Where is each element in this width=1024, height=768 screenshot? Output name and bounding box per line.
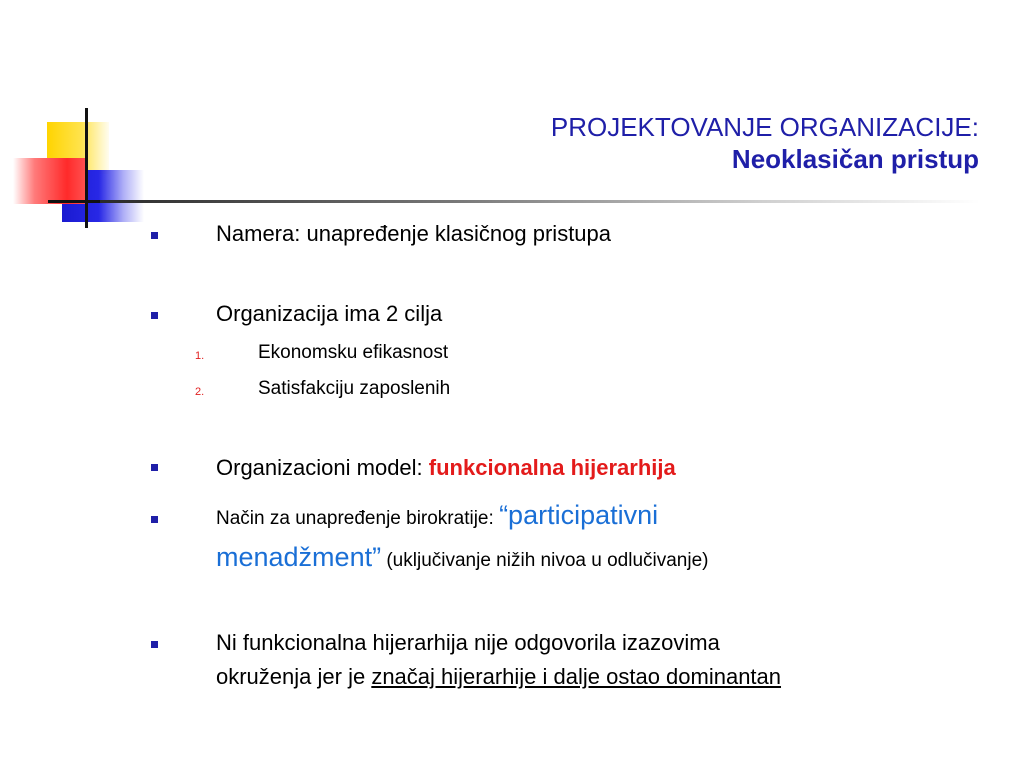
method-highlight: “participativni [499, 500, 659, 530]
goal-item: Ekonomsku efikasnost [258, 342, 449, 363]
bullet-goals: Organizacija ima 2 cilja [216, 301, 443, 326]
bullet-intent: Namera: unapređenje klasičnog pristupa [216, 221, 612, 246]
bullet-marker [150, 463, 160, 473]
bullet-method-line2: menadžment” (uključivanje nižih nivoa u odlučivanje) [216, 542, 709, 572]
title-divider [100, 200, 980, 203]
model-highlight: funkcionalna hijerarhija [428, 455, 676, 480]
method-highlight-cont: menadžment” [216, 542, 382, 572]
title-line-2: Neoklasičan pristup [731, 143, 979, 174]
bullet-conclusion-line2: okruženja jer je značaj hijerarhije i dalje ostao dominantan [216, 664, 782, 689]
bullet-marker [150, 231, 160, 241]
conclusion-underlined: značaj hijerarhije i dalje ostao dominantan [371, 664, 782, 689]
bullet-method-line1: Način za unapređenje birokratije: “participativni [216, 500, 659, 530]
bullet-marker [150, 640, 160, 650]
vertical-line [85, 108, 88, 228]
bullet-model: Organizacioni model: funkcionalna hijerarhija [216, 455, 676, 480]
list-number: 1. [195, 350, 205, 362]
slide-title [551, 112, 979, 175]
goal-item: Satisfakciju zaposlenih [258, 378, 451, 399]
bullet-marker [150, 311, 160, 321]
bullet-marker [150, 515, 160, 525]
decorative-squares-logo [0, 100, 150, 240]
red-square [13, 158, 85, 204]
title-line-1: PROJEKTOVANJE ORGANIZACIJE: [550, 112, 979, 142]
list-number: 2. [195, 386, 205, 398]
bullet-conclusion-line1: Ni funkcionalna hijerarhija nije odgovorila izazovima [216, 630, 720, 655]
